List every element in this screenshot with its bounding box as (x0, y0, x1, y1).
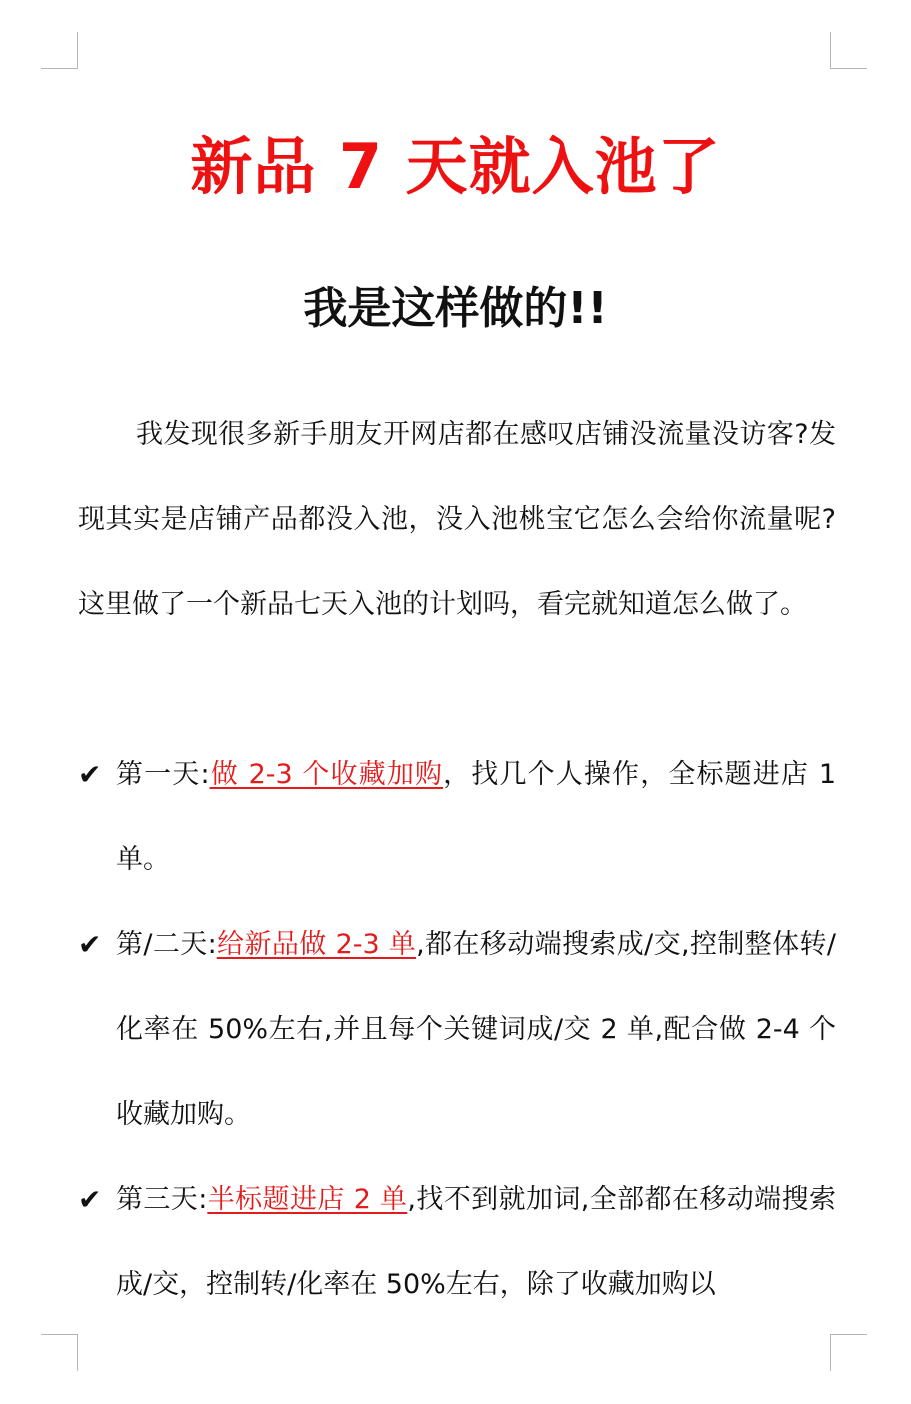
checkmark-icon: ✔ (78, 928, 102, 961)
step-item-day-2 (78, 902, 836, 1157)
checkmark-icon: ✔ (78, 758, 102, 791)
step-highlight: 半标题进店 2 单 (207, 1184, 408, 1215)
step-text: ,都在移动端搜索成/交,控制整体转/化率在 50%左右,并且每个关键词成/交 2 单,配合做 2-4 个收藏加购。 (116, 929, 837, 1130)
intro-paragraph: 我发现很多新手朋友开网店都在感叹店铺没流量没访客?发现其实是店铺产品都没入池，没入池桃宝它怎么会给你流量呢?这里做了一个新品七天入池的计划吗，看完就知道怎么做了。 (78, 419, 836, 620)
crop-mark-bottom-left (41, 1334, 78, 1371)
step-label: 第/二天: (116, 929, 217, 960)
step-highlight: 给新品做 2-3 单 (216, 929, 417, 960)
document-title: 新品 7 天就入池了 (190, 130, 721, 203)
document-subtitle: 我是这样做的!! (303, 283, 608, 334)
step-label: 第一天: (116, 759, 210, 790)
step-item-day-1 (78, 732, 836, 902)
step-item-day-3 (78, 1157, 836, 1327)
step-label: 第三天: (116, 1184, 208, 1215)
step-highlight: 做 2-3 个收藏加购 (209, 759, 444, 790)
crop-mark-bottom-right (830, 1334, 867, 1371)
checkmark-icon: ✔ (78, 1183, 102, 1216)
step-list (78, 732, 836, 1327)
step-text: ,找不到就加词,全部都在移动端搜索成/交，控制转/化率在 50%左右，除了收藏加购以 (116, 1184, 836, 1300)
step-text: ，找几个人操作，全标题进店 1 单。 (116, 759, 836, 875)
crop-mark-top-right (830, 32, 867, 69)
crop-mark-top-left (41, 32, 78, 69)
